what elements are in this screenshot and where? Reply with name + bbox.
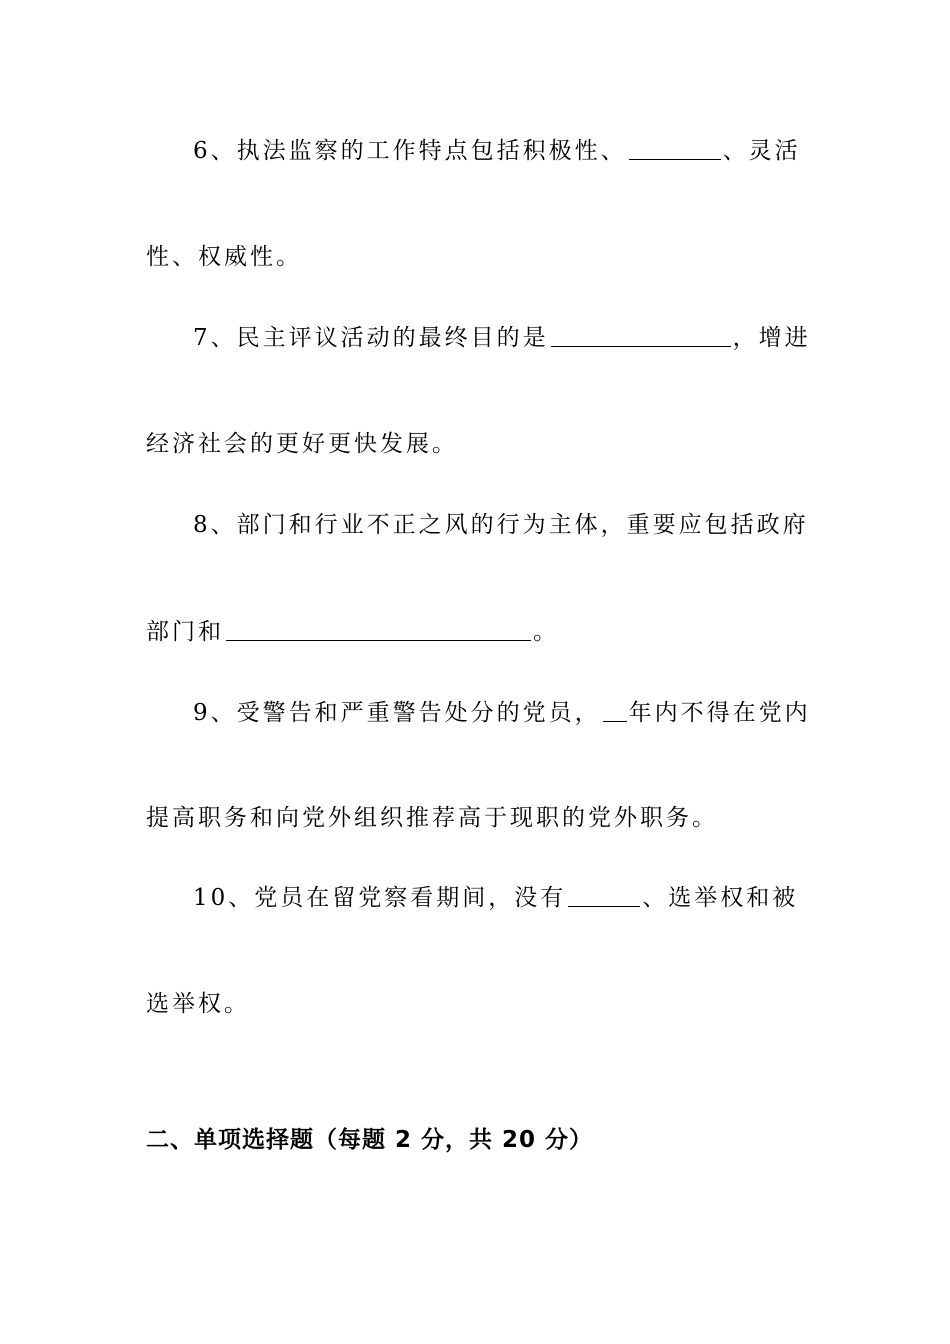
question-9-line-1 [193, 698, 811, 728]
question-8-text-after: 。 [533, 619, 559, 645]
question-8-line-1: 8、部门和行业不正之风的行为主体，重要应包括政府 [193, 512, 809, 538]
question-6-text-after: 、灵活 [722, 138, 801, 164]
section-heading: 二、单项选择题（每题 2 分，共 20 分） [146, 1127, 594, 1153]
question-6-answer-blank[interactable] [629, 137, 721, 160]
question-6-line-1 [193, 136, 801, 166]
question-6-text-before: 6、执法监察的工作特点包括积极性、 [193, 138, 627, 164]
question-10-text-after: 、选举权和被 [642, 885, 799, 911]
question-6-line-2: 性、权威性。 [146, 244, 302, 270]
question-8-line-2 [146, 617, 559, 647]
question-8-text-before: 部门和 [146, 619, 224, 645]
question-7-line-2: 经济社会的更好更快发展。 [146, 431, 458, 457]
question-7-text-before: 7、民主评议活动的最终目的是 [193, 325, 549, 351]
question-7-text-after: ，增进 [732, 325, 811, 351]
question-10-answer-blank[interactable] [568, 884, 640, 907]
question-10-line-1 [193, 883, 798, 913]
question-7-line-1 [193, 323, 811, 353]
question-9-line-2: 提高职务和向党外组织推荐高于现职的党外职务。 [146, 805, 718, 831]
question-8-answer-blank[interactable] [226, 618, 531, 641]
question-9-text-after: 年内不得在党内 [628, 700, 811, 726]
question-9-answer-blank[interactable] [603, 699, 627, 722]
question-10-line-2: 选举权。 [146, 991, 250, 1017]
question-10-text-before: 10、党员在留党察看期间，没有 [193, 885, 567, 911]
question-9-text-before: 9、受警告和严重警告处分的党员， [193, 700, 601, 726]
question-7-answer-blank[interactable] [551, 324, 731, 347]
